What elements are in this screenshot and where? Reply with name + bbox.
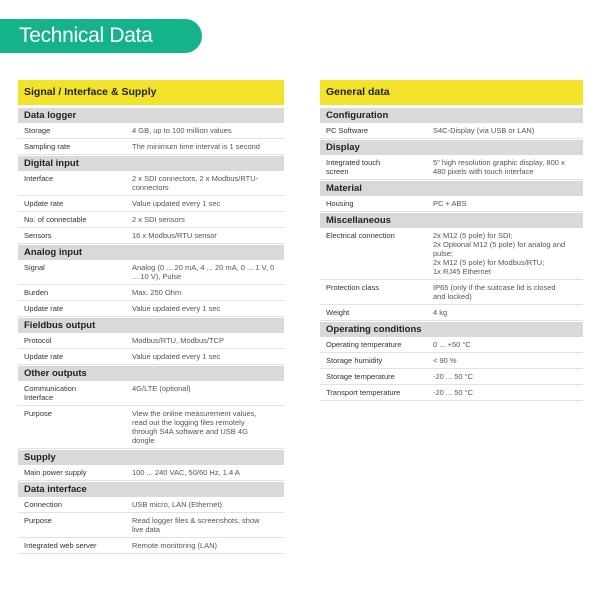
row-value: Value updated every 1 sec — [132, 304, 221, 313]
row-value: View the online measurement values, read out the logging files remotely through S4A software and USB 4G dongle — [132, 409, 257, 445]
row-value: -20 ... 50 °C — [433, 388, 474, 397]
table-row — [18, 228, 284, 244]
table-row — [18, 285, 284, 301]
table-header: Signal / Interface & Supply — [18, 80, 284, 105]
table-row — [320, 353, 583, 369]
section-title: Digital input — [18, 156, 284, 171]
row-label: Housing — [326, 199, 354, 208]
table-row — [18, 212, 284, 228]
section-title: Configuration — [320, 108, 583, 123]
section-title: Supply — [18, 450, 284, 465]
section-title: Display — [320, 140, 583, 155]
row-value: 4 GB, up to 100 million values — [132, 126, 232, 135]
table-row — [320, 123, 583, 139]
row-label: Transport temperature — [326, 388, 401, 397]
table-row — [18, 123, 284, 139]
row-value: 16 x Modbus/RTU sensor — [132, 231, 217, 240]
row-label: Operating temperature — [326, 340, 402, 349]
row-value: 100 ... 240 VAC, 50/60 Hz, 1.4 A — [132, 468, 240, 477]
row-label: Main power supply — [24, 468, 87, 477]
table-row — [320, 155, 583, 180]
row-value: PC + ABS — [433, 199, 467, 208]
row-label: PC Software — [326, 126, 369, 135]
row-value: 2 x SDI sensors — [132, 215, 185, 224]
table-row — [320, 196, 583, 212]
row-value: The minimum time interval is 1 second — [132, 142, 260, 151]
table-row — [320, 305, 583, 321]
row-value: Remote monitoring (LAN) — [132, 541, 218, 550]
row-value: Value updated every 1 sec — [132, 352, 221, 361]
row-label: Purpose — [24, 409, 52, 418]
row-label: Update rate — [24, 304, 64, 313]
row-value: < 90 % — [433, 356, 457, 365]
table-row — [18, 301, 284, 317]
row-label: Update rate — [24, 199, 64, 208]
table-row — [18, 260, 284, 285]
row-value: 2 x SDI connectors, 2 x Modbus/RTU- connectors — [132, 174, 259, 192]
row-value: S4C-Display (via USB or LAN) — [433, 126, 535, 135]
row-value: Analog (0 ... 20 mA, 4 ... 20 mA, 0 ... 1 V, 0 ... 10 V), Pulse — [132, 263, 275, 281]
row-value: Read logger files & screenshots, show live data — [132, 516, 260, 534]
section-title: Fieldbus output — [18, 318, 284, 333]
general-data-table — [320, 80, 583, 401]
row-value: USB micro, LAN (Ethernet) — [132, 500, 223, 509]
signal-interface-supply-table — [18, 80, 284, 554]
row-label: Integrated web server — [24, 541, 97, 550]
table-body — [320, 108, 583, 401]
row-label: Burden — [24, 288, 49, 297]
row-label: Weight — [326, 308, 350, 317]
row-value: 5" high resolution graphic display, 800 x 480 pixels with touch interface — [433, 158, 565, 176]
row-value: -20 ... 50 °C — [433, 372, 474, 381]
table-row — [18, 538, 284, 554]
row-label: Integrated touch screen — [326, 158, 381, 176]
row-label: Sensors — [24, 231, 52, 240]
row-label: Protocol — [24, 336, 52, 345]
table-row — [320, 337, 583, 353]
row-value: 4G/LTE (optional) — [132, 384, 191, 393]
row-label: Communication Interface — [24, 384, 77, 402]
table-row — [320, 369, 583, 385]
table-header: General data — [320, 80, 583, 105]
table-row — [18, 171, 284, 196]
table-row — [18, 513, 284, 538]
row-label: Sampling rate — [24, 142, 71, 151]
table-row — [320, 228, 583, 280]
row-value: Value updated every 1 sec — [132, 199, 221, 208]
row-value: Max. 250 Ohm — [132, 288, 182, 297]
row-label: Connection — [24, 500, 62, 509]
table-row — [18, 406, 284, 449]
row-label: Interface — [24, 174, 54, 183]
row-label: Update rate — [24, 352, 64, 361]
row-label: Storage — [24, 126, 51, 135]
row-label: No. of connectable — [24, 215, 87, 224]
row-label: Storage humidity — [326, 356, 383, 365]
row-value: 2x M12 (5 pole) for SDI; 2x Optional M12 (5 pole) for analog and pulse; 2x M12 (5 pole) for Modbus/RTU; 1x RJ45 Ethernet — [433, 231, 566, 276]
page-title: Technical Data — [0, 19, 202, 53]
row-label: Purpose — [24, 516, 52, 525]
section-title: Data interface — [18, 482, 284, 497]
table-row — [18, 196, 284, 212]
row-label: Signal — [24, 263, 45, 272]
row-label: Storage temperature — [326, 372, 395, 381]
row-value: 4 kg — [433, 308, 448, 317]
row-label: Electrical connection — [326, 231, 395, 240]
row-value: 0 ... +50 °C — [433, 340, 471, 349]
row-label: Protection class — [326, 283, 379, 292]
table-row — [18, 465, 284, 481]
table-row — [320, 280, 583, 305]
table-body — [18, 108, 284, 554]
row-value: Modbus/RTU, Modbus/TCP — [132, 336, 224, 345]
section-title: Operating conditions — [320, 322, 583, 337]
row-value: IP65 (only if the suitcase lid is closed and locked) — [433, 283, 556, 301]
section-title: Analog input — [18, 245, 284, 260]
table-row — [18, 333, 284, 349]
table-row — [18, 139, 284, 155]
table-row — [320, 385, 583, 401]
section-title: Material — [320, 181, 583, 196]
table-row — [18, 349, 284, 365]
section-title: Other outputs — [18, 366, 284, 381]
table-row — [18, 497, 284, 513]
table-row — [18, 381, 284, 406]
section-title: Data logger — [18, 108, 284, 123]
section-title: Miscellaneous — [320, 213, 583, 228]
